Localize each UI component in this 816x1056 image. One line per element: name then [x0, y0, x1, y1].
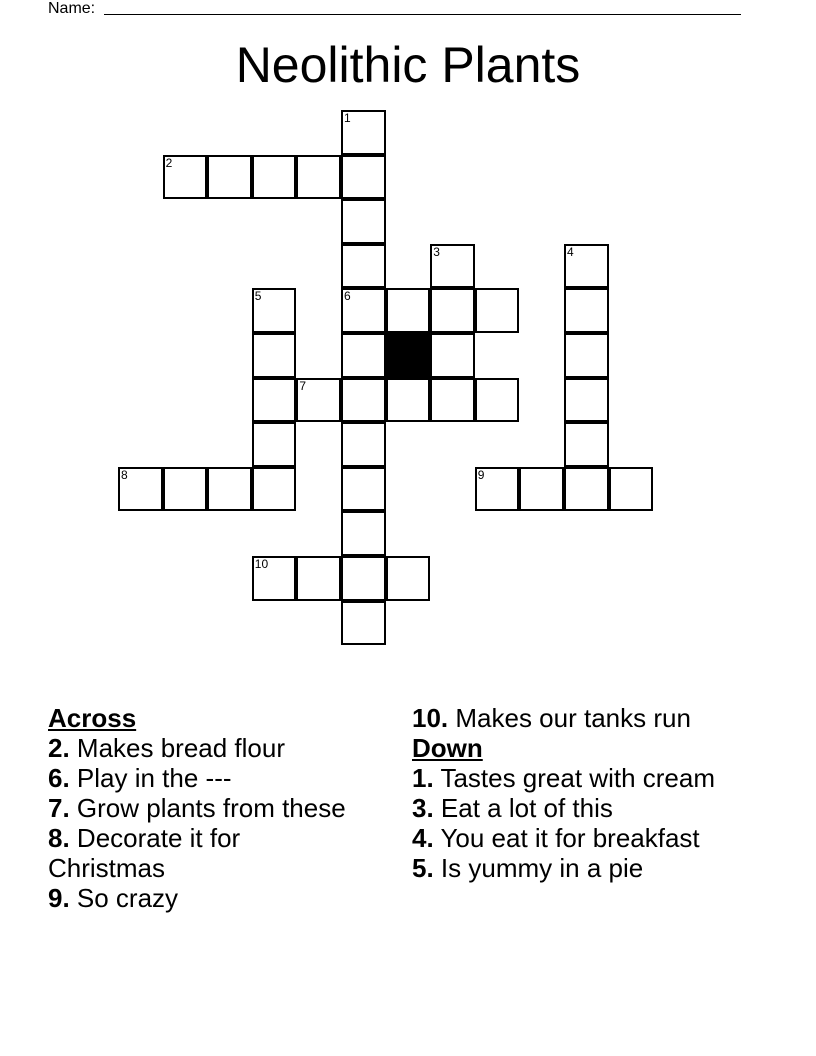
- clue-text: Play in the ---: [69, 763, 232, 793]
- down-clue: [412, 853, 752, 883]
- crossword-cell[interactable]: [430, 288, 475, 333]
- crossword-cell[interactable]: [341, 378, 386, 423]
- crossword-cell[interactable]: [341, 467, 386, 512]
- crossword-black-cell: [386, 333, 431, 378]
- clue-number: 10: [254, 557, 269, 571]
- clue-number: 1.: [412, 763, 434, 793]
- crossword-cell[interactable]: [341, 511, 386, 556]
- clue-number: 4.: [412, 823, 434, 853]
- crossword-cell[interactable]: [341, 155, 386, 200]
- crossword-cell[interactable]: [252, 155, 297, 200]
- clue-number: 7.: [48, 793, 70, 823]
- crossword-cell[interactable]: [341, 333, 386, 378]
- down-clue: [412, 823, 752, 853]
- across-clue: [412, 703, 752, 733]
- down-clue-list: [412, 763, 752, 883]
- crossword-cell[interactable]: [475, 288, 520, 333]
- across-clue-list: [48, 733, 348, 913]
- clue-number: 2.: [48, 733, 70, 763]
- crossword-cell[interactable]: [341, 422, 386, 467]
- crossword-cell[interactable]: [252, 288, 297, 333]
- across-clue-list-continued: [412, 703, 752, 733]
- crossword-cell[interactable]: [118, 467, 163, 512]
- clue-number: 3.: [412, 793, 434, 823]
- across-clue: [48, 763, 348, 793]
- crossword-cell[interactable]: [519, 467, 564, 512]
- name-label: Name:: [48, 0, 96, 17]
- clue-text: Tastes great with cream: [433, 763, 715, 793]
- clue-number: 8.: [48, 823, 70, 853]
- clue-number: 10.: [412, 703, 449, 733]
- crossword-cell[interactable]: [341, 601, 386, 646]
- across-clue: [48, 733, 348, 763]
- crossword-cell[interactable]: [341, 556, 386, 601]
- down-heading: Down: [412, 733, 483, 763]
- clue-number: 3: [433, 244, 440, 259]
- crossword-cell[interactable]: [296, 556, 341, 601]
- crossword-cell[interactable]: [430, 378, 475, 423]
- across-clue: [48, 793, 348, 823]
- clue-number: 5.: [412, 853, 434, 883]
- clue-text: Grow plants from these: [69, 793, 346, 823]
- clue-text: Makes our tanks run: [448, 703, 691, 733]
- crossword-cell[interactable]: [163, 467, 208, 512]
- crossword-cell[interactable]: [207, 155, 252, 200]
- clues-column-left: [48, 703, 348, 913]
- clue-text: You eat it for breakfast: [433, 823, 700, 853]
- clue-number: 1: [344, 111, 351, 125]
- page-title: Neolithic Plants: [235, 37, 581, 93]
- crossword-cell[interactable]: [296, 378, 341, 423]
- clue-number: 9: [477, 467, 485, 482]
- clue-text: Makes bread flour: [69, 733, 286, 763]
- crossword-cell[interactable]: [252, 467, 297, 512]
- crossword-cell[interactable]: [207, 467, 252, 512]
- crossword-cell[interactable]: [430, 244, 475, 289]
- crossword-cell[interactable]: [564, 422, 609, 467]
- crossword-cell[interactable]: [296, 155, 341, 200]
- clue-text: So crazy: [69, 883, 179, 913]
- crossword-cell[interactable]: [252, 378, 297, 423]
- clue-number: 2: [165, 155, 173, 170]
- crossword-cell[interactable]: [564, 378, 609, 423]
- clue-number: 5: [254, 289, 262, 304]
- crossword-cell[interactable]: [252, 333, 297, 378]
- crossword-cell[interactable]: [475, 467, 520, 512]
- clue-text: Decorate it for Christmas: [48, 823, 241, 883]
- clue-text: Eat a lot of this: [433, 793, 613, 823]
- crossword-cell[interactable]: [386, 378, 431, 423]
- crossword-cell[interactable]: [475, 378, 520, 423]
- crossword-cell[interactable]: [252, 556, 297, 601]
- crossword-cell[interactable]: [163, 155, 208, 200]
- clues-column-right: [412, 703, 752, 883]
- crossword-cell[interactable]: [252, 422, 297, 467]
- crossword-cell[interactable]: [564, 333, 609, 378]
- clue-number: 9.: [48, 883, 70, 913]
- down-clue: [412, 793, 752, 823]
- across-clue: [48, 883, 348, 913]
- clue-number: 4: [567, 244, 574, 259]
- clue-number: 6.: [48, 763, 70, 793]
- crossword-cell[interactable]: [609, 467, 654, 512]
- crossword-cell[interactable]: [430, 333, 475, 378]
- across-heading: Across: [48, 703, 137, 733]
- crossword-cell[interactable]: [564, 244, 609, 289]
- crossword-cell[interactable]: [386, 556, 431, 601]
- crossword-cell[interactable]: [341, 110, 386, 155]
- crossword-cell[interactable]: [564, 467, 609, 512]
- crossword-cell[interactable]: [341, 244, 386, 289]
- clue-number: 8: [121, 467, 128, 482]
- clue-number: 7: [299, 378, 307, 393]
- crossword-cell[interactable]: [564, 288, 609, 333]
- across-clue: [48, 823, 348, 883]
- down-clue: [412, 763, 752, 793]
- crossword-cell[interactable]: [341, 199, 386, 244]
- clue-number: 6: [344, 289, 351, 304]
- crossword-cell[interactable]: [341, 288, 386, 333]
- crossword-cell[interactable]: [386, 288, 431, 333]
- clue-text: Is yummy in a pie: [433, 853, 644, 883]
